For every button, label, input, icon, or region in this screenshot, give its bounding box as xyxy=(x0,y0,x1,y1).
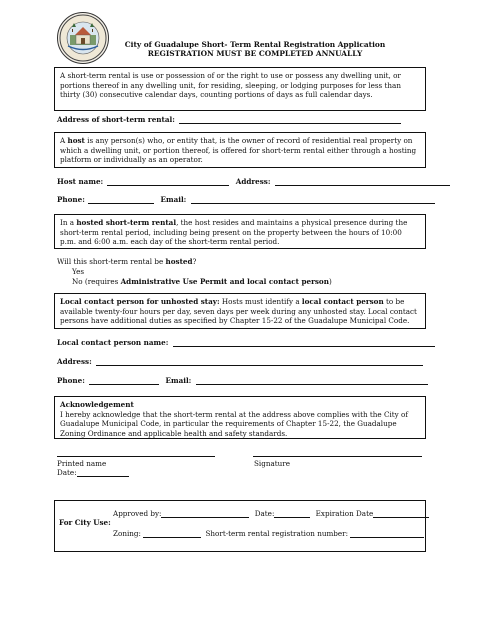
date-row xyxy=(57,468,129,477)
question-bold: hosted xyxy=(165,257,193,266)
local-contact-box xyxy=(54,293,426,329)
printed-name-line[interactable] xyxy=(57,456,215,457)
printed-name-label: Printed name xyxy=(57,459,107,468)
host-def-rest: is any person(s) who, or entity that, is the owner of record of residential real property on which a dwelling unit, or portion thereof, is offered for short-term rental either through a hosting platform or individually as an operator. xyxy=(60,136,417,165)
contact-bold2: local contact person xyxy=(301,297,384,306)
short-term-rental-definition-box xyxy=(54,67,426,111)
question-pre: Will this short-term rental be xyxy=(57,257,166,266)
rental-address-field[interactable] xyxy=(179,115,401,124)
contact-email-label: Email: xyxy=(165,376,192,385)
reg-number-label: Short-term rental registration number: xyxy=(205,529,348,538)
zoning-label: Zoning: xyxy=(113,529,141,538)
host-name-row xyxy=(57,177,450,186)
approved-date-label: Date: xyxy=(254,509,275,518)
contact-phone-label: Phone: xyxy=(57,376,85,385)
city-use-box xyxy=(54,500,426,552)
approved-by-label: Approved by: xyxy=(113,509,162,518)
approved-date-field[interactable] xyxy=(274,509,310,518)
date-field[interactable] xyxy=(77,468,129,477)
form-title: City of Guadalupe Short- Term Rental Registration Application xyxy=(124,40,386,49)
option-yes-label: Yes xyxy=(72,267,85,276)
host-name-label: Host name: xyxy=(57,177,104,186)
city-use-label: For City Use: xyxy=(59,518,111,527)
host-phone-email-row xyxy=(57,195,435,204)
host-phone-field[interactable] xyxy=(88,195,154,204)
contact-mid: Hosts must identify a xyxy=(219,297,302,306)
contact-address-label: Address: xyxy=(57,357,92,366)
hosted-pre: In a xyxy=(60,218,77,227)
host-def-bold: host xyxy=(67,136,85,145)
reg-number-field[interactable] xyxy=(350,529,424,538)
option-no-bold: Administrative Use Permit and local contact person xyxy=(120,277,329,286)
date-label: Date: xyxy=(57,468,77,477)
host-def-pre: A xyxy=(60,136,68,145)
hosted-rental-box xyxy=(54,214,426,249)
city-seal-logo xyxy=(57,12,109,64)
ack-heading: Acknowledgement xyxy=(60,400,134,409)
contact-rest: to be available twenty-four hours per day, seven days per week during any unhosted stay. Local contact persons have additional duties as specified by Chapter 15-22 of the Guadalupe Municipal Code. xyxy=(60,297,417,326)
contact-bold1: Local contact person for unhosted stay: xyxy=(60,297,220,306)
acknowledgement-box xyxy=(54,396,426,439)
option-no[interactable] xyxy=(72,277,332,286)
zoning-row xyxy=(113,529,424,538)
expiration-field[interactable] xyxy=(373,509,429,518)
host-definition-box xyxy=(54,132,426,168)
form-subtitle: REGISTRATION MUST BE COMPLETED ANNUALLY xyxy=(147,49,363,58)
contact-address-field[interactable] xyxy=(96,357,423,366)
contact-email-field[interactable] xyxy=(196,376,428,385)
rental-address-label: Address of short-term rental: xyxy=(57,115,175,124)
rental-address-row xyxy=(57,115,401,124)
host-phone-label: Phone: xyxy=(57,195,85,204)
host-email-label: Email: xyxy=(160,195,187,204)
option-no-post: ) xyxy=(328,277,332,286)
signature-line[interactable] xyxy=(253,456,422,457)
signature-label: Signature xyxy=(254,459,290,468)
contact-name-field[interactable] xyxy=(173,338,435,347)
host-address-field[interactable] xyxy=(275,177,450,186)
question-post: ? xyxy=(192,257,197,266)
host-name-field[interactable] xyxy=(107,177,229,186)
approved-row xyxy=(113,509,429,518)
approved-by-field[interactable] xyxy=(161,509,249,518)
hosted-question xyxy=(57,257,196,266)
option-yes[interactable] xyxy=(72,267,84,276)
host-email-field[interactable] xyxy=(191,195,435,204)
contact-phone-email-row xyxy=(57,376,428,385)
contact-address-row xyxy=(57,357,423,366)
hosted-rest: , the host resides and maintains a physical presence during the short-term rental period, including being present on the property between the hours of 10:00 p.m. and 6:00 a.m. each day of the short-term rental period. xyxy=(60,218,408,247)
option-no-pre: No (requires xyxy=(72,277,121,286)
contact-name-label: Local contact person name: xyxy=(57,338,169,347)
host-address-label: Address: xyxy=(235,177,271,186)
form-title-block xyxy=(120,40,390,58)
contact-phone-field[interactable] xyxy=(89,376,159,385)
hosted-bold: hosted short-term rental xyxy=(76,218,177,227)
contact-name-row xyxy=(57,338,435,347)
zoning-field[interactable] xyxy=(143,529,201,538)
definition-text: A short-term rental is use or possession of or the right to use or possess any dwelling unit, or portions thereof in any dwelling unit, for residing, sleeping, or lodging purposes for less than thirty (30) consecutive calendar days, counting portions of days as full calendar days. xyxy=(60,71,401,100)
ack-text: I hereby acknowledge that the short-term rental at the address above complies with the City of Guadalupe Municipal Code, in particular the requirements of Chapter 15-22, the Guadalupe Zoning Ordinance and applicable health and safety standards. xyxy=(60,409,408,439)
expiration-label: Expiration Date xyxy=(315,509,374,518)
